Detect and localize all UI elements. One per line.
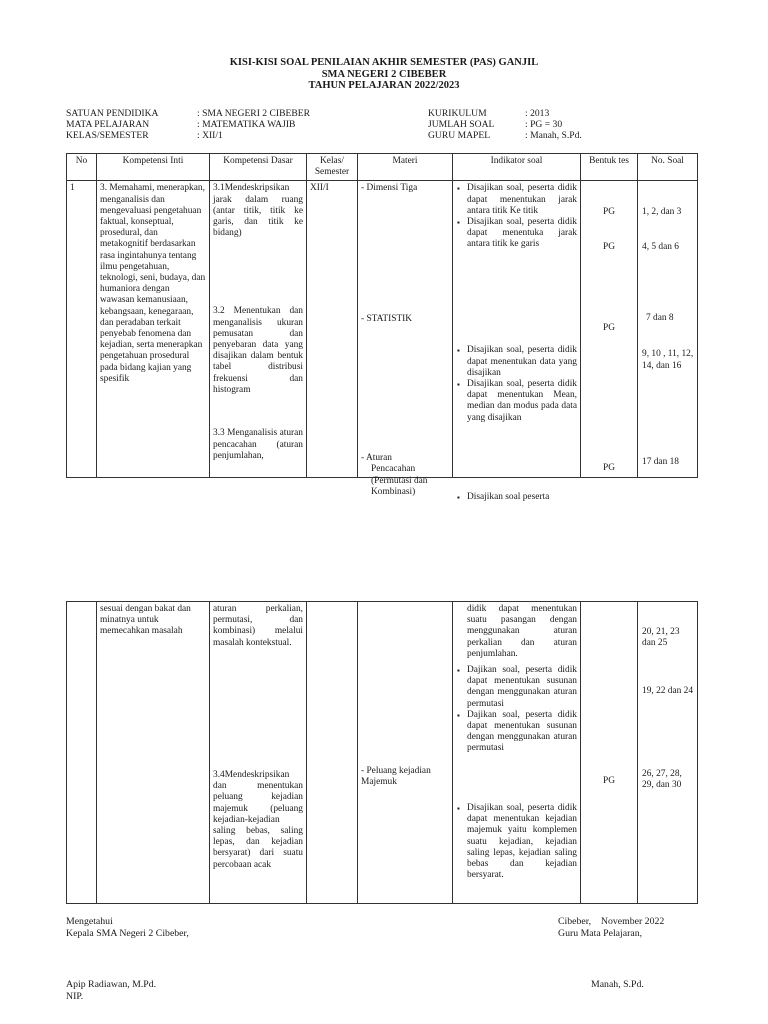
kd-3-3-cont: aturan perkalian, permutasi, dan kombinasi) melalui masalah kontekstual. (213, 604, 303, 648)
materi-statistik: - STATISTIK (361, 314, 413, 325)
meta-key: KURIKULUM (428, 108, 487, 119)
col-header-ki: Kompetensi Inti (97, 154, 210, 181)
footer-left-sign (66, 979, 156, 1002)
meta-value: : PG = 30 (525, 119, 563, 131)
ki-text: 3. Memahami, menerapkan, menganalisis dan mengevaluasi pengetahuan faktual, konseptual, prosedural, dan metakognitif berdasarkan rasa ingintahunya tentang ilmu pengetahuan, teknologi, seni, budaya, dan humaniora dengan wawasan kemanusiaan, kebangsaan, kenegaraan, dan peradaban terkait penyebab fenomena dan kejadian, serta menerapkan pengetahuan prosedural pada bidang kajian yang spesifik (100, 183, 206, 384)
meta-key: SATUAN PENDIDIKA (66, 108, 159, 119)
indikator-list (456, 665, 577, 755)
footer-guru: Guru Mata Pelajaran, (558, 927, 643, 939)
col-header-bentuk: Bentuk tes (581, 154, 638, 181)
col-header-no: No (67, 154, 97, 181)
signer-name: Manah, S.Pd. (591, 979, 644, 990)
nosoal-label: 7 dan 8 (646, 313, 674, 324)
meta-value: : 2013 (525, 108, 550, 119)
grid-table-bottom (66, 601, 698, 904)
meta-right (428, 108, 728, 142)
cell-bentuk (581, 181, 638, 478)
cell-materi (358, 602, 453, 904)
indikator-list (456, 803, 577, 881)
bentuk-label: PG (603, 242, 615, 253)
cell-kd (210, 181, 307, 478)
nosoal-label: 1, 2, dan 3 (642, 207, 682, 218)
signer-nip: NIP. (66, 990, 84, 1002)
bentuk-label: PG (603, 323, 615, 334)
footer-right-sign (591, 979, 644, 991)
indikator-item: ▪ Dajikan soal, peserta didik dapat menentukan susunan dengan menggunakan aturan permutasi (467, 665, 577, 710)
document-title (0, 57, 768, 92)
meta-row (428, 108, 728, 119)
meta-key: JUMLAH SOAL (428, 119, 495, 131)
footer-kepala: Kepala SMA Negeri 2 Cibeber, (66, 927, 189, 939)
indikator-list (456, 345, 577, 423)
table-header-row (67, 154, 698, 181)
title-line-3: TAHUN PELAJARAN 2022/2023 (308, 80, 460, 91)
indikator-item: ▪ Disajikan soal, peserta didik dapat menentukan kejadian majemuk yaitu komplemen suatu kejadian, kejadian saling lepas, kejadian saling bebas dan kejadian bersyarat. (467, 803, 577, 881)
meta-row (66, 108, 446, 119)
col-header-kelas: Kelas/ Semester (307, 154, 358, 181)
col-header-nosoal: No. Soal (638, 154, 698, 181)
indikator-list (456, 492, 577, 503)
meta-value: : XII/1 (197, 130, 223, 142)
cell-indikator (453, 602, 581, 904)
meta-value: : SMA NEGERI 2 CIBEBER (197, 108, 311, 119)
kd-3-4: 3.4Mendeskripsikan dan menentukan peluang kejadian majemuk (peluang kejadian-kejadian saling bebas, saling lepas, dan kejadian bersyarat) dari suatu percobaan acak (213, 770, 303, 870)
materi-dimensi-tiga: - Dimensi Tiga (361, 183, 418, 194)
footer-left (66, 916, 189, 939)
cell-indikator (453, 181, 581, 503)
table-row (67, 181, 698, 478)
nosoal-label: 4, 5 dan 6 (642, 242, 679, 253)
bentuk-label: PG (603, 463, 615, 474)
meta-row (66, 130, 446, 141)
footer-date: Cibeber, November 2022 (558, 916, 665, 927)
kd-3-3: 3.3 Menganalisis aturan pencacahan (aturan penjumlahan, (213, 428, 303, 461)
meta-row (66, 119, 446, 130)
bentuk-label: PG (603, 776, 615, 786)
title-line-1: KISI-KISI SOAL PENILAIAN AKHIR SEMESTER (PAS) GANJIL (229, 57, 539, 68)
cell-ki (97, 602, 210, 904)
meta-value: : Manah, S.Pd. (525, 130, 582, 142)
indikator-item: ▪ Disajikan soal, peserta didik dapat menentuka jarak antara titik ke garis (467, 217, 577, 251)
table-row (67, 602, 698, 904)
kd-3-2: 3.2 Menentukan dan menganalisis ukuran pemusatan dan penyebaran data yang disajikan dalam bentuk tabel distribusi frekuensi dan histogram (213, 306, 303, 395)
bentuk-label: PG (603, 207, 615, 218)
cell-kelas: XII/I (307, 181, 358, 478)
footer-mengetahui: Mengetahui (66, 916, 113, 927)
nosoal-label: 26, 27, 28, 29, dan 30 (642, 769, 682, 791)
indikator-list (456, 183, 577, 250)
col-header-materi: Materi (358, 154, 453, 181)
cell-no (67, 602, 97, 904)
meta-row (428, 119, 728, 130)
meta-row (428, 130, 728, 141)
cell-ki (97, 181, 210, 478)
nosoal-label: 19, 22 dan 24 (642, 686, 694, 696)
cell-kd (210, 602, 307, 904)
meta-key: MATA PELAJARAN (66, 119, 150, 131)
indikator-cont: didik dapat menentukan suatu pasangan dengan menggunakan aturan perkalian dan aturan penjumlahan. (467, 604, 577, 659)
indikator-item: ▪ Disajikan soal, peserta didik dapat menentukan data yang disajikan (467, 345, 577, 379)
signer-name: Apip Radiawan, M.Pd. (66, 979, 157, 990)
kd-3-1: 3.1Mendeskripsikan jarak dalam ruang (antar titik, titik ke garis, dan titik ke bidang) (213, 183, 303, 239)
meta-left (66, 108, 446, 142)
footer-right (558, 916, 664, 939)
cell-kelas (307, 602, 358, 904)
nosoal-label: 9, 10 , 11, 12, 14, dan 16 (642, 349, 694, 371)
col-header-kd: Kompetensi Dasar (210, 154, 307, 181)
cell-nosoal (638, 602, 698, 904)
materi-aturan: - Aturan (361, 453, 392, 464)
title-line-2: SMA NEGERI 2 CIBEBER (321, 68, 447, 80)
col-header-indikator: Indikator soal (453, 154, 581, 181)
meta-key: GURU MAPEL (428, 130, 491, 142)
materi-pencacahan: Pencacahan (Permutasi dan Kombinasi) (371, 464, 428, 497)
materi-peluang: - Peluang kejadian Majemuk (361, 766, 431, 788)
meta-key: KELAS/SEMESTER (66, 130, 149, 142)
cell-bentuk (581, 602, 638, 904)
grid-table-top (66, 153, 698, 503)
cell-no: 1 (67, 181, 97, 478)
indikator-item: ▪ Dajikan soal, peserta didik dapat menentukan susunan dengan menggunakan aturan permutasi (467, 710, 577, 755)
meta-value: : MATEMATIKA WAJIB (197, 119, 296, 131)
cell-nosoal (638, 181, 698, 478)
nosoal-label: 17 dan 18 (642, 457, 679, 468)
ki-text: sesuai dengan bakat dan minatnya untuk memecahkan masalah (100, 604, 191, 637)
indikator-item: ▪ Disajikan soal, peserta didik dapat menentukan Mean, median dan modus pada data yang disajikan (467, 379, 577, 424)
indikator-item: ▪ Disajikan soal peserta (467, 492, 577, 503)
cell-materi (358, 181, 453, 497)
nosoal-label: 20, 21, 23 dan 25 (642, 627, 680, 649)
indikator-item: ▪ Disajikan soal, peserta didik dapat menentukan jarak antara titik Ke titik (467, 183, 577, 217)
